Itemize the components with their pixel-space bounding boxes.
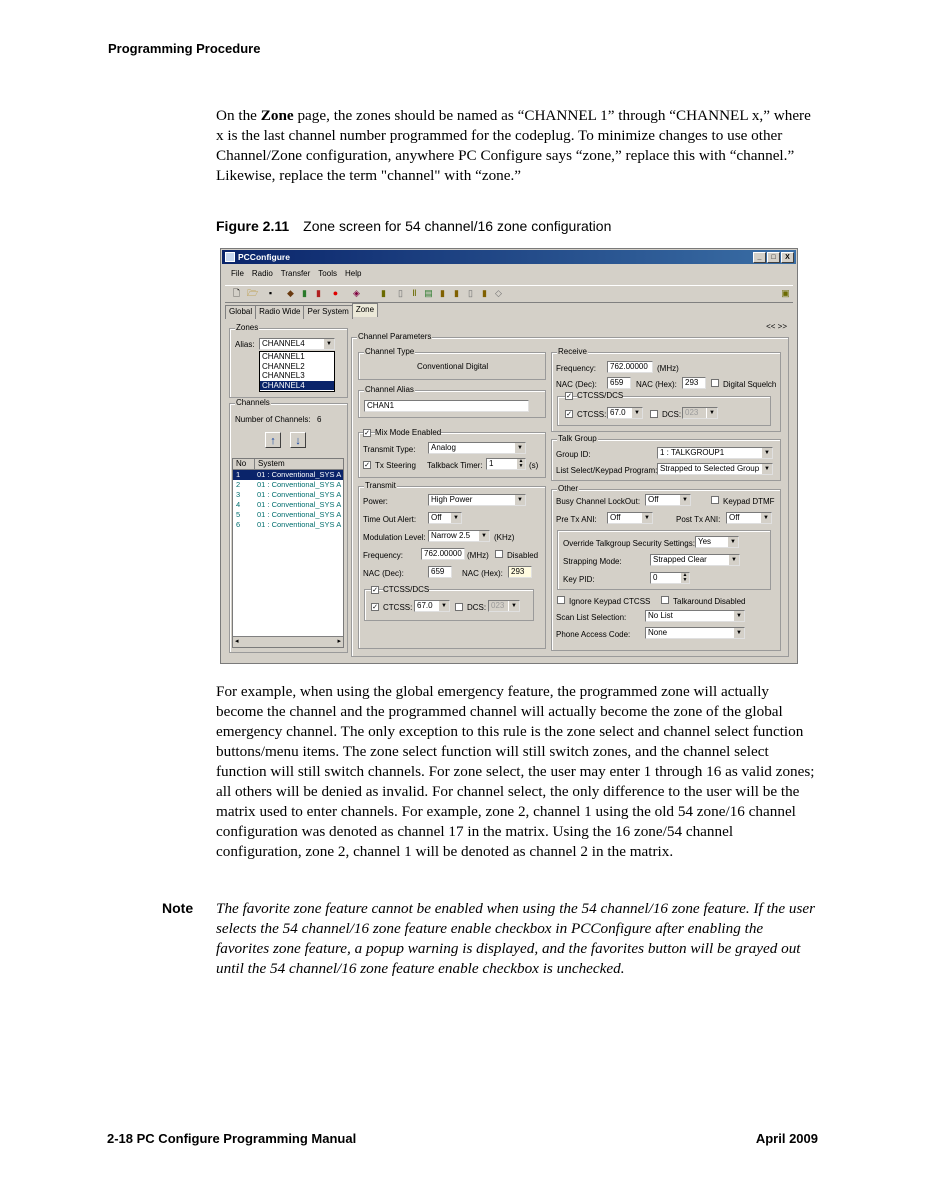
app-icon [225,252,235,262]
chevron-down-icon: ▼ [478,531,489,541]
power-label: Power: [363,497,388,506]
tool-1-icon[interactable]: ▮ [381,288,386,298]
modulation-level-select[interactable]: Narrow 2.5 ▼ [428,530,490,542]
other-group-label: Other [558,484,579,493]
talk-group-label: Talk Group [558,434,597,443]
talkback-timer-stepper[interactable]: 1 ▲ ▼ [486,458,526,470]
chevron-down-icon: ▼ [450,513,461,523]
rx-frequency-unit: (MHz) [657,364,679,373]
digital-squelch-label: Digital Squelch [723,380,777,389]
running-header: Programming Procedure [108,41,261,56]
record-icon[interactable]: ● [332,288,339,298]
group-id-select[interactable]: 1 : TALKGROUP1 ▼ [657,447,773,459]
list-select-label: List Select/Keypad Program: [556,466,658,475]
intro-rest: page, the zones should be named as “CHANNEL 1” through “CHANNEL x,” where x is the last channel number programmed for the codeplug. To minimize changes to use other Channel/Zone configuration, anywhere PC Configure says “zone,” replace this with “channel.” Likewise, replace the term "channel" with “zone.” [216,107,811,184]
list-select-select[interactable]: Strapped to Selected Group ▼ [657,463,773,475]
channel-parameters-label: Channel Parameters [358,332,432,341]
phone-access-label: Phone Access Code: [556,630,631,639]
scan-list-select[interactable]: No List ▼ [645,610,745,622]
figure-number: Figure 2.11 [216,218,290,234]
transmit-type-label: Transmit Type: [363,445,416,454]
tool-2-icon[interactable]: ▯ [398,288,403,298]
title-bar [222,250,796,264]
menu-transfer[interactable]: Transfer [280,269,311,278]
chevron-down-icon: ▼ [508,601,519,611]
minimize-button[interactable]: _ [753,252,766,263]
alias-label: Alias: [235,340,255,349]
tx-frequency-unit: (MHz) [467,551,489,560]
transmit-type-select[interactable]: Analog ▼ [428,442,526,454]
tab-per-system[interactable]: Per System [303,305,352,319]
tx-dcs-checkbox[interactable] [455,603,463,611]
mix-mode-group [358,432,546,478]
modulation-unit: (KHz) [494,533,515,542]
ignore-keypad-ctcss-label: Ignore Keypad CTCSS [569,597,651,606]
busy-lockout-label: Busy Channel LockOut: [556,497,641,506]
menu-bar [231,269,361,278]
intro-paragraph [216,106,816,186]
maximize-button[interactable]: □ [767,252,780,263]
window-title: PCConfigure [238,252,290,262]
mix-mode-label: Mix Mode Enabled [375,428,442,437]
table-row[interactable]: 5 01 : Conventional_SYS A [236,510,342,519]
open-folder-icon[interactable]: 🗁 [247,288,259,298]
number-of-channels-value: 6 [317,415,322,424]
chevron-down-icon: ▼ [733,628,744,638]
tx-frequency-label: Frequency: [363,551,404,560]
modulation-level-label: Modulation Level: [363,533,426,542]
strapping-mode-select[interactable]: Strapped Clear ▼ [650,554,740,566]
chevron-down-icon: ▼ [514,495,525,505]
tx-dcs-label: DCS: [467,603,487,612]
tx-ctcss-dcs-label: CTCSS/DCS [383,585,430,594]
chevron-down-icon: ▼ [438,601,449,611]
book-icon[interactable]: ◈ [353,288,360,298]
menu-help[interactable]: Help [344,269,362,278]
chevron-down-icon: ▼ [733,611,744,621]
override-security-select[interactable]: Yes ▼ [695,536,739,548]
keypad-dtmf-checkbox[interactable] [711,496,719,504]
table-header [233,459,343,470]
chevron-down-icon: ▼ [706,408,717,418]
tool-6-icon[interactable]: ▮ [454,288,459,298]
busy-lockout-select[interactable]: Off ▼ [645,494,691,506]
tx-steering-label: Tx Steering [375,461,416,470]
chevron-down-icon: ▼ [760,513,771,523]
keypad-dtmf-label: Keypad DTMF [723,497,775,506]
note-text: The favorite zone feature cannot be enabled when using the 54 channel/16 zone feature. If the user selects the 54 channel/16 zone feature enable checkbox in PCConfigure after enabling the favorites zone feature, a popup warning is displayed, and the favorites button will be grayed out until the 54 channel/16 zone feature enable checkbox is unchecked. [216,900,816,977]
table-row[interactable]: 2 01 : Conventional_SYS A [236,480,342,489]
column-system[interactable]: System [258,459,285,468]
intro-prefix: On the [216,107,261,124]
power-select[interactable]: High Power ▼ [428,494,526,506]
menu-file[interactable]: File [231,269,244,278]
rx-nac-dec-input[interactable]: 659 [607,377,631,389]
figure-caption [216,218,611,234]
chevron-down-icon: ▼ [761,464,772,474]
write-radio-icon[interactable]: ▮ [302,288,307,298]
timeout-alert-label: Time Out Alert: [363,515,417,524]
tool-9-icon[interactable]: ◇ [495,288,502,298]
read-radio-icon[interactable]: ◆ [287,288,294,298]
tx-nac-dec-label: NAC (Dec): [363,569,404,578]
talkback-timer-label: Talkback Timer: [427,461,483,470]
pre-tx-ani-label: Pre Tx ANI: [556,515,597,524]
tool-4-icon[interactable]: ▤ [424,288,433,298]
post-tx-ani-label: Post Tx ANI: [676,515,721,524]
channel-alias-input[interactable]: CHAN1 [364,400,529,412]
clone-radio-icon[interactable]: ▮ [316,288,321,298]
rx-nac-hex-input[interactable]: 293 [682,377,706,389]
key-pid-stepper[interactable]: 0 ▲ ▼ [650,572,690,584]
spin-arrows-icon[interactable]: ▲ ▼ [518,458,524,469]
channel-type-value: Conventional Digital [417,362,489,371]
horizontal-scrollbar[interactable]: ◂ ▸ [233,638,343,645]
ignore-keypad-ctcss-checkbox[interactable] [557,596,565,604]
zones-group-label: Zones [236,323,259,332]
chevron-down-icon: ▼ [679,495,690,505]
table-row[interactable]: 4 01 : Conventional_SYS A [236,500,342,509]
talkaround-disabled-checkbox[interactable] [661,596,669,604]
tool-5-icon[interactable]: ▮ [440,288,445,298]
chevron-down-icon: ▼ [761,448,772,458]
save-icon[interactable]: ▪ [268,288,273,298]
group-id-label: Group ID: [556,450,591,459]
digital-squelch-checkbox[interactable] [711,379,719,387]
tab-global[interactable]: Global [225,305,256,319]
chevron-down-icon: ▼ [631,408,642,418]
tool-7-icon[interactable]: ▯ [468,288,473,298]
rx-ctcss-checkbox[interactable]: ✓ [566,411,572,418]
tab-strip [225,305,377,319]
pre-tx-ani-select[interactable]: Off ▼ [607,512,653,524]
tx-dcs-select[interactable]: 023 ▼ [488,600,520,612]
tx-nac-hex-input[interactable]: 293 [508,566,532,578]
tool-right-icon[interactable]: ▣ [781,288,790,298]
tx-ctcss-label: CTCSS: [383,603,413,612]
tx-disabled-label: Disabled [507,551,539,560]
key-pid-label: Key PID: [563,575,595,584]
channel-type-label: Channel Type [365,347,415,356]
alias-dropdown-list [259,351,335,392]
menu-tools[interactable]: Tools [318,269,337,278]
tool-8-icon[interactable]: ▮ [482,288,487,298]
rx-nac-hex-label: NAC (Hex): [636,380,677,389]
tx-nac-dec-input[interactable]: 659 [428,566,452,578]
number-of-channels-label: Number of Channels: [235,415,311,424]
channel-alias-label: Channel Alias [365,385,414,394]
rx-nac-dec-label: NAC (Dec): [556,380,597,389]
column-no[interactable]: No [233,459,255,469]
alias-option[interactable]: CHANNEL3 [262,371,305,380]
channels-group-label: Channels [236,398,270,407]
tab-zone[interactable]: Zone [352,303,378,317]
spin-arrows-icon[interactable]: ▲ ▼ [682,572,688,583]
transmit-group-label: Transmit [365,481,396,490]
rx-ctcss-label: CTCSS: [577,410,607,419]
chevron-down-icon: ▼ [323,339,334,349]
rx-dcs-label: DCS: [662,410,682,419]
chevron-down-icon: ▼ [514,443,525,453]
intro-bold-word: Zone [260,107,294,124]
chevron-down-icon: ▼ [641,513,652,523]
body-paragraph: For example, when using the global emergency feature, the programmed zone will actually become the channel and the programmed channel will actually become the zone of the global emergency channel. The only exception to this rule is the zone select and channel select function buttons/menu items. The zone select function will still switch zones, and the channel select function will still switch channels. For zone select, the user may enter 1 through 16 as valid zones; all others will be denied as invalid. For channel select, the only difference to the user will be the matrix used to enter channels. For example, zone 2, channel 1 using the old 54 zone/16 channel configuration was denoted as channel 17 in the matrix. Using the 16 zone/54 channel configuration, zone 2, channel 1 will be denoted as channel 2 in the matrix. [216,683,815,860]
tx-frequency-input[interactable]: 762.00000 [421,548,465,560]
post-tx-ani-select[interactable]: Off ▼ [726,512,772,524]
tx-ctcss-select[interactable]: 67.0 ▼ [414,600,450,612]
move-up-button[interactable]: ↑ [265,432,281,448]
tx-steering-checkbox[interactable]: ✓ [364,462,370,469]
new-file-icon[interactable]: 🗋 [232,288,241,298]
move-down-button[interactable]: ↓ [290,432,306,448]
tool-3-icon[interactable]: Ⅱ [412,288,417,298]
rx-frequency-input[interactable]: 762.00000 [607,361,653,373]
footer-date: April 2009 [755,1131,818,1146]
rx-ctcss-dcs-label: CTCSS/DCS [577,391,624,400]
tx-ctcss-checkbox[interactable]: ✓ [372,604,378,611]
phone-access-select[interactable]: None ▼ [645,627,745,639]
tx-ctcss-dcs-checkbox[interactable]: ✓ [372,587,378,594]
tx-nac-hex-label: NAC (Hex): [462,569,503,578]
menu-radio[interactable]: Radio [251,269,273,278]
table-row[interactable]: 1 01 : Conventional_SYS A [233,470,343,480]
nav-arrows[interactable]: << >> [766,322,787,331]
alias-option[interactable]: CHANNEL1 [262,352,305,361]
rx-ctcss-select[interactable]: 67.0 ▼ [607,407,643,419]
chevron-down-icon: ▼ [727,537,738,547]
rx-dcs-select[interactable]: 023 ▼ [682,407,718,419]
note-label: Note [162,900,194,916]
alias-option-selected[interactable]: CHANNEL4 [260,381,334,391]
talkback-unit: (s) [529,461,539,470]
toolbar [225,285,793,303]
chevron-down-icon: ▼ [728,555,739,565]
table-row[interactable]: 3 01 : Conventional_SYS A [236,490,342,499]
channel-system-table [232,458,344,648]
receive-group-label: Receive [558,347,587,356]
footer-page-title: 2-18 PC Configure Programming Manual [107,1131,357,1146]
mix-mode-checkbox[interactable]: ✓ [364,430,370,437]
rx-dcs-checkbox[interactable] [650,410,658,418]
tab-radio-wide[interactable]: Radio Wide [255,305,304,319]
rx-ctcss-dcs-checkbox[interactable]: ✓ [566,393,572,400]
tx-disabled-checkbox[interactable] [495,550,503,558]
alias-select[interactable] [259,338,335,350]
close-button[interactable]: X [781,252,794,263]
strapping-mode-label: Strapping Mode: [563,557,622,566]
talkaround-disabled-label: Talkaround Disabled [673,597,746,606]
override-security-label: Override Talkgroup Security Settings: [563,539,695,548]
alias-option[interactable]: CHANNEL2 [262,361,305,371]
pcconfigure-window [220,248,798,664]
table-row[interactable]: 6 01 : Conventional_SYS A [236,520,342,529]
timeout-alert-select[interactable]: Off ▼ [428,512,462,524]
alias-value: CHANNEL4 [262,339,305,348]
figure-caption-text: Zone screen for 54 channel/16 zone configuration [303,218,612,234]
scan-list-label: Scan List Selection: [556,613,627,622]
rx-frequency-label: Frequency: [556,364,597,373]
